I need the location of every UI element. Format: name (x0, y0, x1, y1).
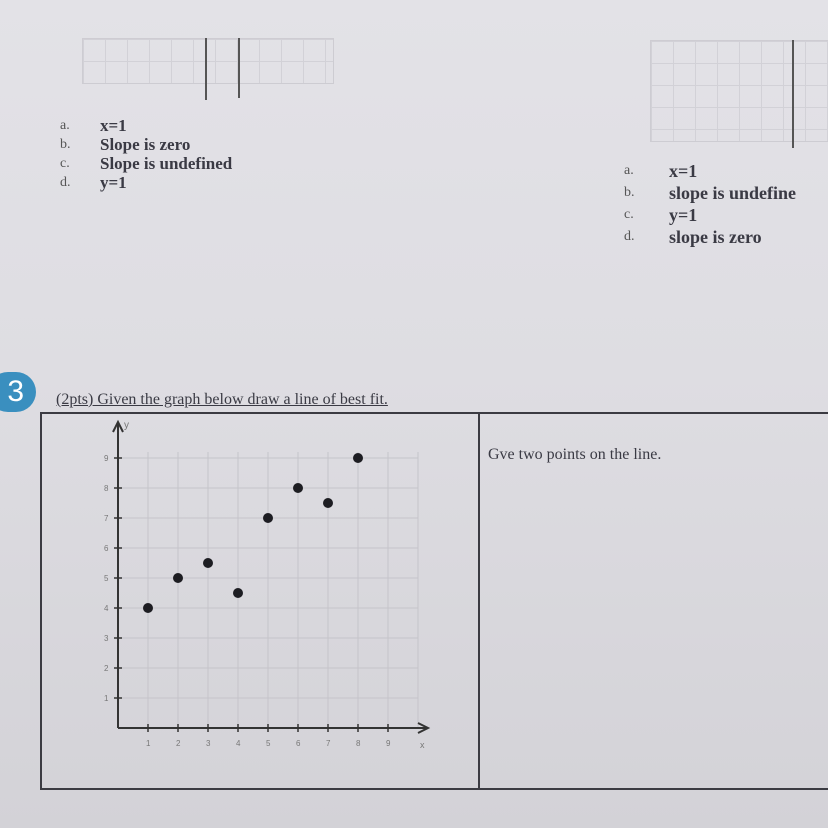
data-point (353, 453, 363, 463)
data-point (173, 573, 183, 583)
y-tick-label: 6 (104, 544, 109, 553)
y-tick-label: 2 (104, 664, 109, 673)
left-choice-d[interactable]: d. y=1 (60, 173, 127, 192)
x-tick-label: 3 (206, 739, 211, 748)
x-tick-label: 8 (356, 739, 361, 748)
right-choice-list (624, 160, 796, 248)
mini-graph-left-line (238, 38, 240, 98)
data-point (293, 483, 303, 493)
mini-graph-right (650, 40, 828, 142)
x-axis-label: x (420, 740, 425, 750)
right-choice-a[interactable]: a. x=1 (624, 161, 698, 181)
left-choice-c[interactable]: c. Slope is undefined (60, 154, 233, 173)
data-point (323, 498, 333, 508)
y-tick-label: 1 (104, 694, 109, 703)
mini-graph-left-axis (205, 38, 207, 100)
scatter-chart[interactable] (80, 416, 440, 766)
mini-graph-right-axis (792, 40, 794, 148)
question-prompt: (2pts) Given the graph below draw a line of best fit. (56, 391, 388, 408)
left-choice-b[interactable]: b. Slope is zero (60, 135, 191, 154)
left-choice-list (60, 116, 232, 192)
answer-box-divider (478, 412, 480, 790)
y-axis-label: y (124, 420, 129, 431)
left-choice-a[interactable]: a. x=1 (60, 116, 127, 135)
y-tick-label: 3 (104, 634, 109, 643)
data-point (233, 588, 243, 598)
y-tick-label: 8 (104, 484, 109, 493)
x-tick-label: 5 (266, 739, 271, 748)
y-tick-label: 5 (104, 574, 109, 583)
x-tick-label: 1 (146, 739, 151, 748)
y-tick-label: 7 (104, 514, 109, 523)
y-tick-label: 4 (104, 604, 109, 613)
answer-label: Gve two points on the line. (488, 446, 662, 463)
right-choice-c[interactable]: c. y=1 (624, 205, 698, 225)
question-number-badge: 3 (0, 372, 36, 412)
y-tick-label: 9 (104, 454, 109, 463)
x-tick-label: 9 (386, 739, 391, 748)
x-tick-label: 7 (326, 739, 331, 748)
data-point (143, 603, 153, 613)
x-tick-label: 6 (296, 739, 301, 748)
right-choice-d[interactable]: d. slope is zero (624, 227, 762, 247)
x-tick-label: 2 (176, 739, 181, 748)
data-point (263, 513, 273, 523)
mini-graph-left (82, 38, 334, 84)
data-point (203, 558, 213, 568)
right-choice-b[interactable]: b. slope is undefine (624, 183, 797, 203)
x-tick-label: 4 (236, 739, 241, 748)
